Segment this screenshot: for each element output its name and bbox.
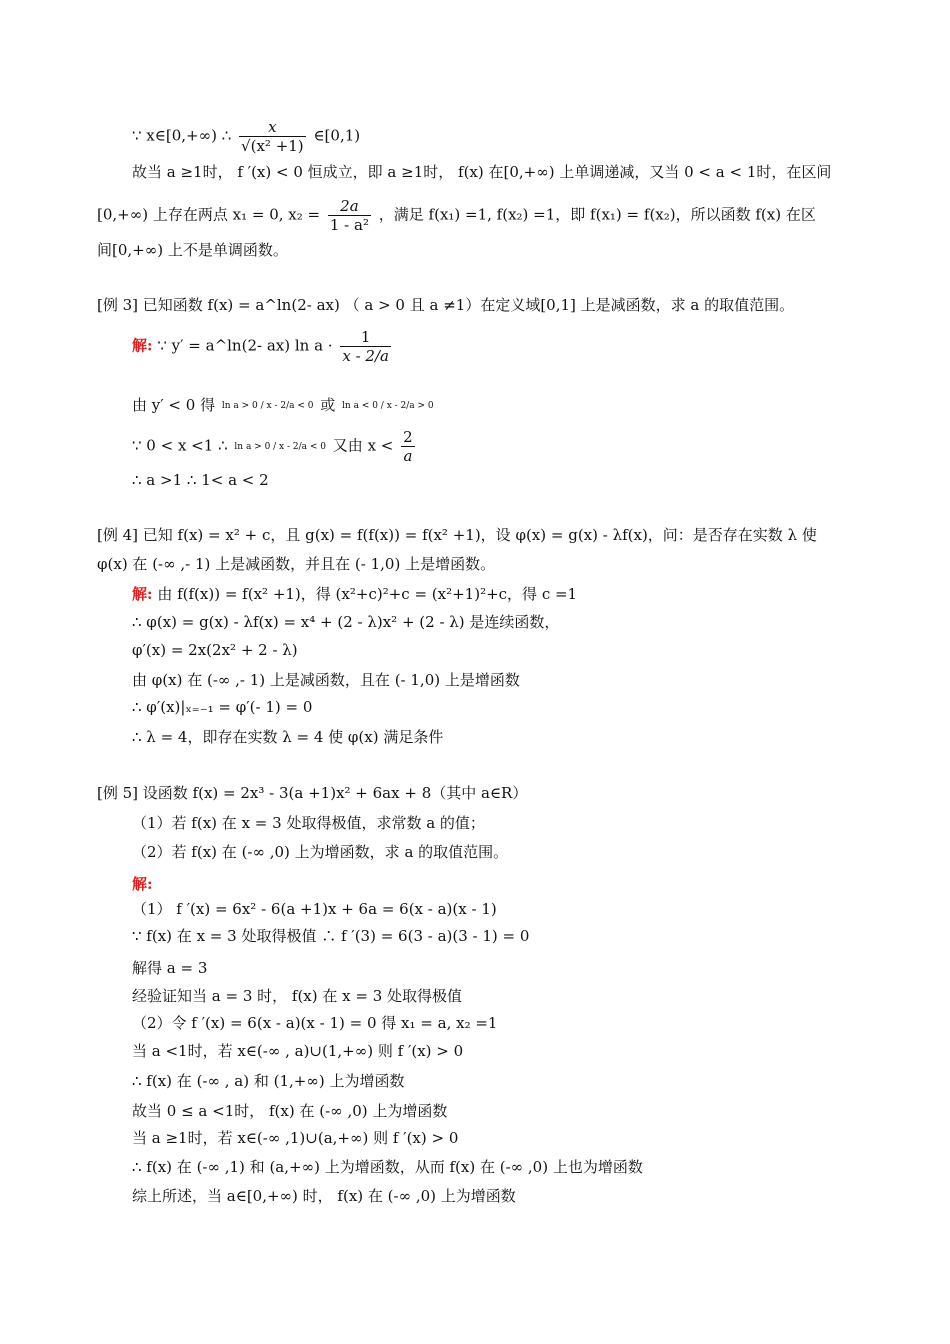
example-5-step-10: ∴ f(x) 在 (-∞ ,1) 和 (a,+∞) 上为增函数，从而 f(x) 在 (-∞ ,0) 上也为增函数 <box>132 1158 643 1176</box>
fraction-x-over-sqrt <box>239 118 306 155</box>
fraction-denominator: 1 - a² <box>329 216 369 234</box>
example-3-condition-text: 由 y′ < 0 得 <box>132 396 216 414</box>
example-3-again-text: 又由 x < <box>332 436 394 455</box>
line-1-text-a: ∵ x∈[0,+∞) ∴ <box>132 126 232 145</box>
example-5-step-5: （2）令 f ′(x) = 6(x - a)(x - 1) = 0 得 x₁ = a, x₂ =1 <box>132 1014 498 1032</box>
example-4-step-3: φ′(x) = 2x(2x² + 2 - λ) <box>132 641 298 659</box>
inequality-system-1: ln a > 0 / x - 2/a < 0 <box>221 401 314 411</box>
fraction-denominator: √(x² +1) <box>241 137 304 155</box>
fraction-derivative <box>340 328 391 365</box>
solution-label: 解: <box>132 336 153 355</box>
example-4-solution-line-1 <box>132 584 577 604</box>
inequality-system-3: ln a > 0 / x - 2/a < 0 <box>234 441 327 452</box>
example-3-solution-line-3 <box>132 428 418 465</box>
example-5-step-3: 解得 a = 3 <box>132 959 208 977</box>
fraction-numerator: 2 <box>403 428 413 446</box>
solution-label: 解: <box>132 585 153 603</box>
fraction-numerator: 2a <box>340 197 359 215</box>
fraction-numerator: x <box>268 118 277 136</box>
example-5-solution-label <box>132 874 153 894</box>
line-3-text-b: ，满足 f(x₁) =1, f(x₂) =1，即 f(x₁) = f(x₂)，所以函数 f(x) 在区 <box>378 205 816 224</box>
line-3-text-a: [0,+∞) 上存在两点 x₁ = 0, x₂ = <box>97 205 321 224</box>
line-3 <box>97 197 816 234</box>
example-3-heading: [例 3] 已知函数 f(x) = a^ln(2- ax) （ a > 0 且 a ≠1）在定义域[0,1] 上是减函数，求 a 的取值范围。 <box>97 296 795 314</box>
fraction-denominator: a <box>401 446 415 465</box>
line-4: 间[0,+∞) 上不是单调函数。 <box>97 241 288 259</box>
example-5-heading: [例 5] 设函数 f(x) = 2x³ - 3(a +1)x² + 6ax + 8（其中 a∈R） <box>97 784 528 802</box>
example-5-step-4: 经验证知当 a = 3 时， f(x) 在 x = 3 处取得极值 <box>132 987 463 1005</box>
example-4-step-4: 由 φ(x) 在 (-∞ ,- 1) 上是减函数，且在 (- 1,0) 上是增函数 <box>132 671 520 689</box>
example-4-heading-line-1: [例 4] 已知 f(x) = x² + c，且 g(x) = f(f(x)) = f(x² +1)，设 φ(x) = g(x) - λf(x)，问：是否存在实数 λ 使 <box>97 526 817 544</box>
example-3-derivative-text: ∵ y′ = a^ln(2- ax) ln a · <box>157 336 333 355</box>
fraction-numerator: 1 <box>360 328 371 346</box>
fraction-2-over-a <box>401 428 415 465</box>
example-5-step-11: 综上所述，当 a∈[0,+∞) 时， f(x) 在 (-∞ ,0) 上为增函数 <box>132 1187 516 1205</box>
line-1-text-b: ∈[0,1) <box>313 126 361 145</box>
line-1 <box>132 118 360 155</box>
example-4-step-5: ∴ φ′(x)|ₓ₌₋₁ = φ′(- 1) = 0 <box>132 698 313 716</box>
example-4-step-1: 由 f(f(x)) = f(x² +1)，得 (x²+c)²+c = (x²+1)²+c，得 c =1 <box>157 585 578 603</box>
solution-label: 解: <box>132 875 153 893</box>
example-5-question-1: （1）若 f(x) 在 x = 3 处取得极值，求常数 a 的值； <box>132 814 485 832</box>
line-2: 故当 a ≥1时， f ′(x) < 0 恒成立，即 a ≥1时， f(x) 在[0,+∞) 上单调递减，又当 0 < a < 1时，在区间 <box>132 163 832 181</box>
example-3-solution-line-2 <box>132 395 436 415</box>
example-5-step-7: ∴ f(x) 在 (-∞ , a) 和 (1,+∞) 上为增函数 <box>132 1072 405 1090</box>
example-5-step-8: 故当 0 ≤ a <1时， f(x) 在 (-∞ ,0) 上为增函数 <box>132 1102 448 1120</box>
example-5-step-6: 当 a <1时，若 x∈(-∞ , a)∪(1,+∞) 则 f ′(x) > 0 <box>132 1042 464 1060</box>
inequality-system-2: ln a < 0 / x - 2/a > 0 <box>342 401 434 411</box>
example-4-step-2: ∴ φ(x) = g(x) - λf(x) = x⁴ + (2 - λ)x² + (2 - λ) 是连续函数， <box>132 613 560 631</box>
example-4-step-6: ∴ λ = 4，即存在实数 λ = 4 使 φ(x) 满足条件 <box>132 728 444 746</box>
fraction-denominator: x - 2/a <box>342 347 389 365</box>
example-3-range-text: ∵ 0 < x <1 ∴ <box>132 436 228 455</box>
example-5-question-2: （2）若 f(x) 在 (-∞ ,0) 上为增函数，求 a 的取值范围。 <box>132 843 509 861</box>
example-5-step-2: ∵ f(x) 在 x = 3 处取得极值 ∴ f ′(3) = 6(3 - a)(3 - 1) = 0 <box>132 927 530 945</box>
example-3-conclusion: ∴ a >1 ∴ 1< a < 2 <box>132 471 269 489</box>
fraction-2a <box>328 197 371 234</box>
example-4-heading-line-2: φ(x) 在 (-∞ ,- 1) 上是减函数，并且在 (- 1,0) 上是增函数。 <box>97 555 496 573</box>
example-5-step-1: （1） f ′(x) = 6x² - 6(a +1)x + 6a = 6(x - a)(x - 1) <box>132 900 497 918</box>
example-5-step-9: 当 a ≥1时，若 x∈(-∞ ,1)∪(a,+∞) 则 f ′(x) > 0 <box>132 1129 459 1147</box>
or-text: 或 <box>320 396 336 414</box>
example-3-solution-line-1 <box>132 328 394 365</box>
